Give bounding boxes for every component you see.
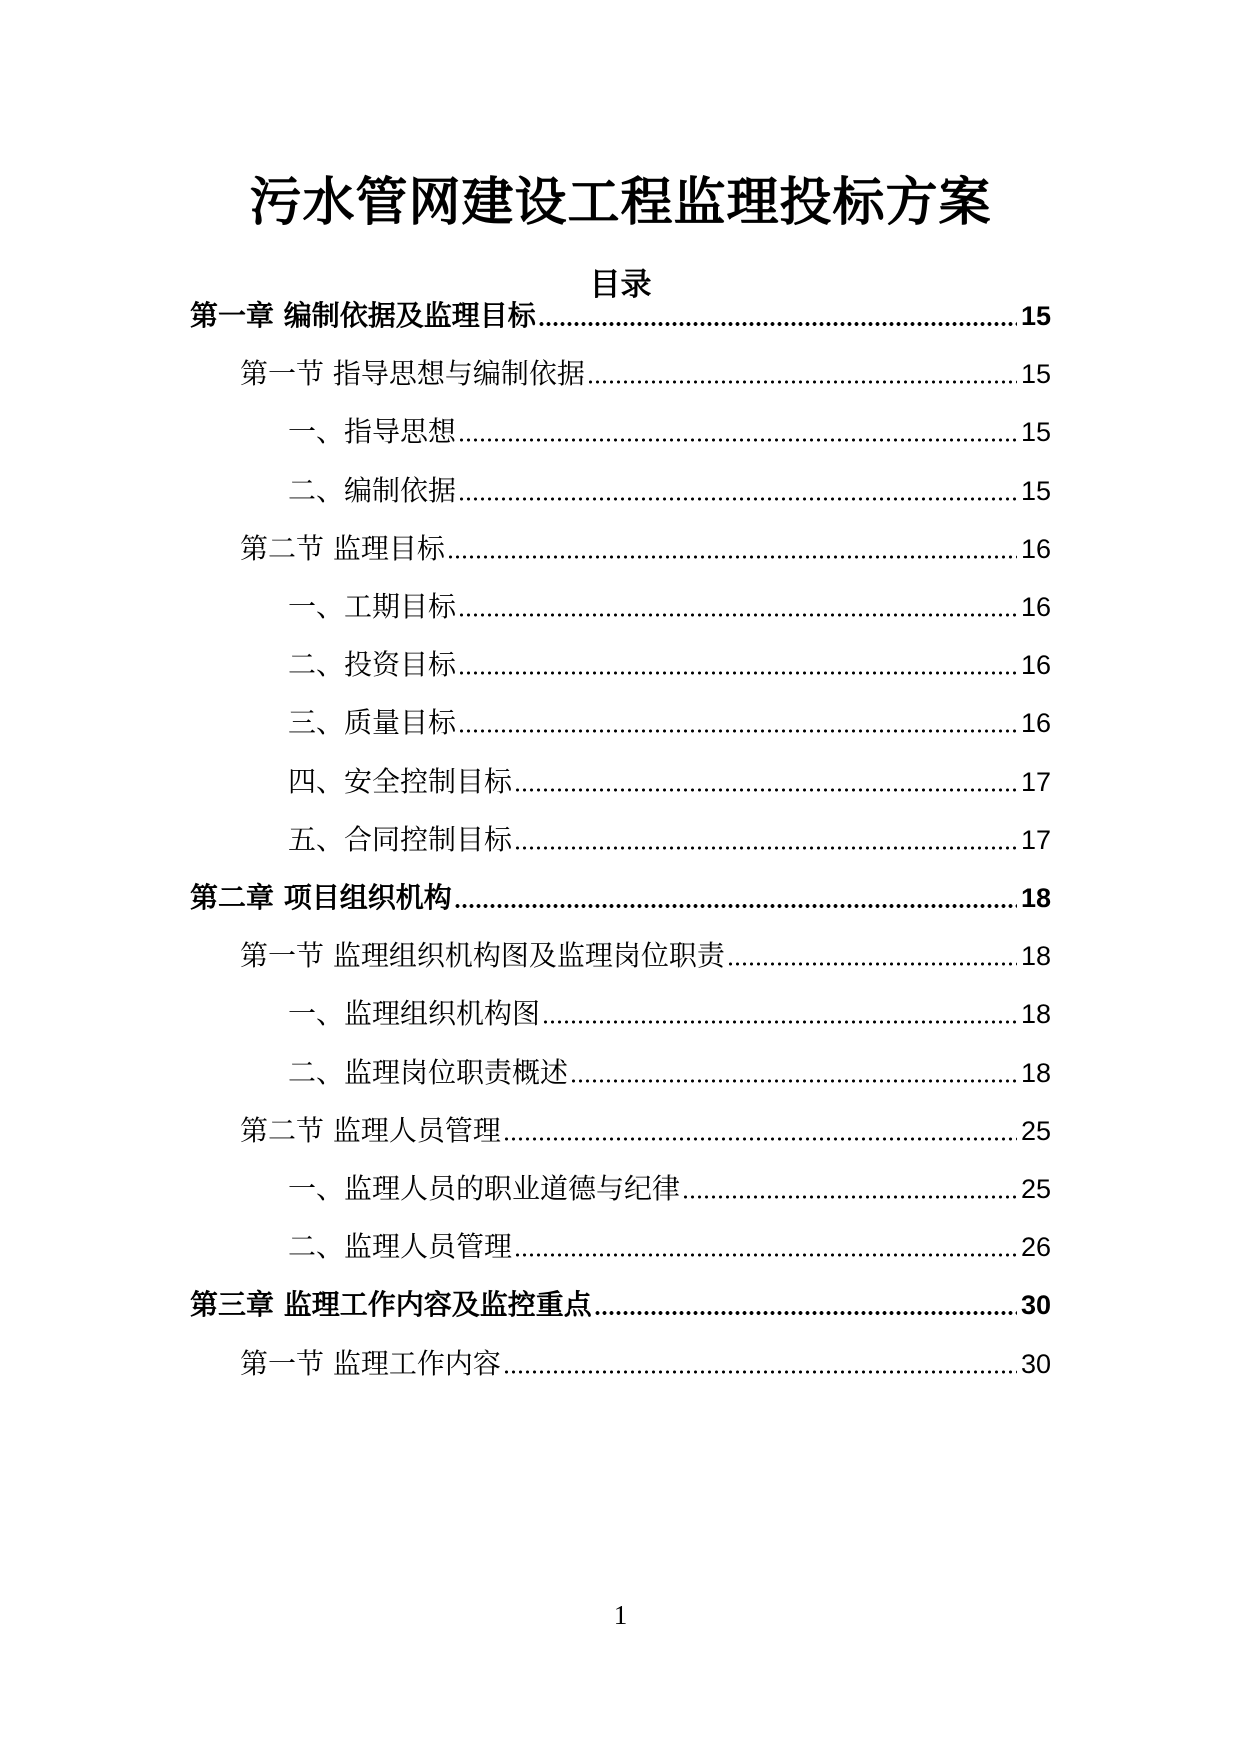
toc-dot-leader <box>458 671 1017 675</box>
toc-entry[interactable] <box>240 523 1051 575</box>
toc-entry-page: 15 <box>1020 359 1051 390</box>
toc-entry-label: 第一节 监理组织机构图及监理岗位职责 <box>240 939 725 973</box>
toc-entry-page: 30 <box>1020 1348 1051 1379</box>
toc-dot-leader <box>458 729 1017 733</box>
document-title: 污水管网建设工程监理投标方案 <box>249 173 992 233</box>
toc-entry[interactable] <box>288 639 1051 691</box>
toc-dot-leader <box>514 1253 1017 1257</box>
toc-entry-label: 三、质量目标 <box>288 706 457 740</box>
toc-dot-leader <box>682 1195 1017 1199</box>
toc-entry-page: 16 <box>1020 592 1051 622</box>
toc-entry[interactable] <box>240 930 1051 982</box>
toc-entry-page: 26 <box>1020 1232 1051 1263</box>
toc-dot-leader <box>458 438 1017 442</box>
toc-entry-page: 17 <box>1020 824 1051 855</box>
toc-entry-page: 16 <box>1020 533 1051 564</box>
page-number: 1 <box>613 1600 628 1630</box>
toc-heading: 目录 <box>589 267 652 303</box>
toc-entry-label: 第一节 监理工作内容 <box>240 1346 501 1380</box>
toc-entry[interactable] <box>288 988 1051 1040</box>
toc-dot-leader <box>514 788 1017 792</box>
toc-entry-label: 第二节 监理人员管理 <box>240 1113 501 1147</box>
toc-dot-leader <box>570 1079 1017 1083</box>
toc-dot-leader <box>542 1020 1017 1024</box>
toc-entry[interactable] <box>288 465 1051 517</box>
toc-entry[interactable] <box>190 290 1051 342</box>
toc-entry-label: 一、监理人员的职业道德与纪律 <box>288 1172 681 1205</box>
toc-entry-label: 第三章 监理工作内容及监控重点 <box>190 1288 592 1322</box>
toc-dot-leader <box>503 1370 1017 1374</box>
toc-entry-label: 四、安全控制目标 <box>288 764 513 798</box>
toc-entry-label: 一、指导思想 <box>288 415 457 449</box>
toc-dot-leader <box>458 497 1017 501</box>
toc-dot-leader <box>594 1311 1017 1315</box>
toc-entry-page: 16 <box>1020 708 1051 739</box>
toc-entry-page: 17 <box>1020 766 1051 797</box>
toc-entry[interactable] <box>288 697 1051 749</box>
toc-dot-leader <box>454 904 1017 908</box>
toc-entry-label: 二、投资目标 <box>288 648 457 682</box>
toc-entry-page: 18 <box>1020 941 1051 972</box>
toc-entry[interactable] <box>288 814 1051 866</box>
toc-dot-leader <box>447 555 1017 559</box>
toc-entry[interactable] <box>240 348 1051 400</box>
toc-entry-label: 一、工期目标 <box>288 590 457 623</box>
toc-entry[interactable] <box>288 1221 1051 1273</box>
toc-entry[interactable] <box>240 1338 1051 1390</box>
toc-entry[interactable] <box>288 581 1051 633</box>
toc-entry[interactable] <box>240 1105 1051 1157</box>
toc-entry-page: 30 <box>1020 1290 1051 1321</box>
toc-dot-leader <box>727 962 1017 966</box>
toc-entry[interactable] <box>190 1279 1051 1331</box>
toc-entry-label: 二、编制依据 <box>288 473 457 507</box>
toc-entry[interactable] <box>288 756 1051 808</box>
toc-dot-leader <box>538 322 1017 326</box>
toc-entry-label: 第一节 指导思想与编制依据 <box>240 357 585 391</box>
toc-dot-leader <box>503 1137 1017 1141</box>
toc-dot-leader <box>587 380 1017 384</box>
toc-entry-page: 25 <box>1020 1174 1051 1204</box>
toc-entry-label: 第一章 编制依据及监理目标 <box>190 299 536 332</box>
toc-entry-label: 五、合同控制目标 <box>288 822 513 856</box>
toc-entry[interactable] <box>288 1163 1051 1215</box>
toc-entry-label: 一、监理组织机构图 <box>288 997 541 1031</box>
toc-entry-page: 15 <box>1020 475 1051 506</box>
toc-entry[interactable] <box>190 872 1051 924</box>
toc-entry[interactable] <box>288 406 1051 458</box>
toc-dot-leader <box>514 846 1017 850</box>
toc-entry-page: 18 <box>1020 1057 1051 1088</box>
toc-entry-page: 15 <box>1020 301 1051 331</box>
toc-entry-page: 18 <box>1020 999 1051 1030</box>
toc-entry[interactable] <box>288 1047 1051 1099</box>
toc-entry-page: 25 <box>1020 1115 1051 1146</box>
toc-entry-label: 二、监理岗位职责概述 <box>288 1055 569 1089</box>
toc-entry-page: 15 <box>1020 417 1051 448</box>
toc-entry-label: 第二节 监理目标 <box>240 531 445 565</box>
toc-entry-label: 二、监理人员管理 <box>288 1230 513 1264</box>
toc-entry-page: 16 <box>1020 650 1051 681</box>
toc-entry-label: 第二章 项目组织机构 <box>190 881 452 914</box>
toc-dot-leader <box>458 613 1017 617</box>
toc-entry-page: 18 <box>1020 883 1051 913</box>
